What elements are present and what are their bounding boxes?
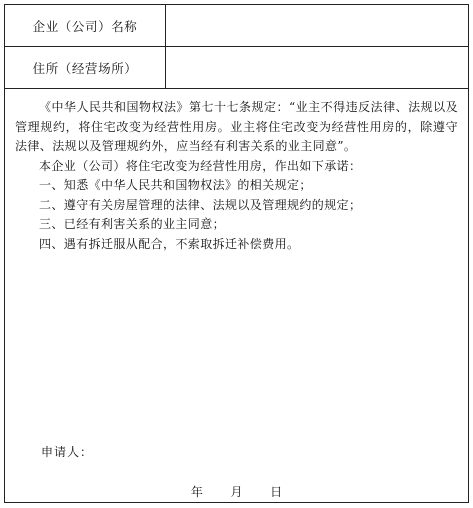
address-label: 住所（经营场所） — [5, 47, 166, 88]
date-line — [5, 483, 468, 500]
date-year-label: 年 — [190, 485, 203, 499]
company-name-row — [5, 5, 468, 47]
commitment-item-3: 三、已经有利害关系的业主同意； — [39, 217, 226, 231]
applicant-label: 申请人： — [41, 445, 94, 459]
commitment-item-4: 四、遇有拆迁服从配合，不索取拆迁补偿费用。 — [39, 236, 300, 251]
commitment-item-2: 二、遵守有关房屋管理的法律、法规以及管理规约的规定； — [39, 197, 362, 212]
date-day-label: 日 — [270, 485, 283, 499]
company-name-label: 企业（公司）名称 — [5, 5, 166, 46]
commitment-form — [4, 4, 469, 503]
law-quote-paragraph: 《中华人民共和国物权法》第七十七条规定：“业主不得违反法律、法规以及管理规约，将住宅改变为经营性用房。业主将住宅改变为经营性用房的，除遵守法律、法规以及管理规约外，应当经有利害关系的业主同意”。 — [15, 100, 458, 153]
commitment-intro: 本企业（公司）将住宅改变为经营性用房，作出如下承诺： — [39, 158, 362, 173]
date-month-label: 月 — [230, 485, 243, 499]
commitment-body — [5, 89, 468, 502]
address-field[interactable] — [166, 47, 468, 88]
address-row — [5, 47, 468, 89]
commitment-item-1: 一、知悉《中华人民共和国物权法》的相关规定； — [39, 178, 312, 192]
company-name-field[interactable] — [166, 5, 468, 46]
